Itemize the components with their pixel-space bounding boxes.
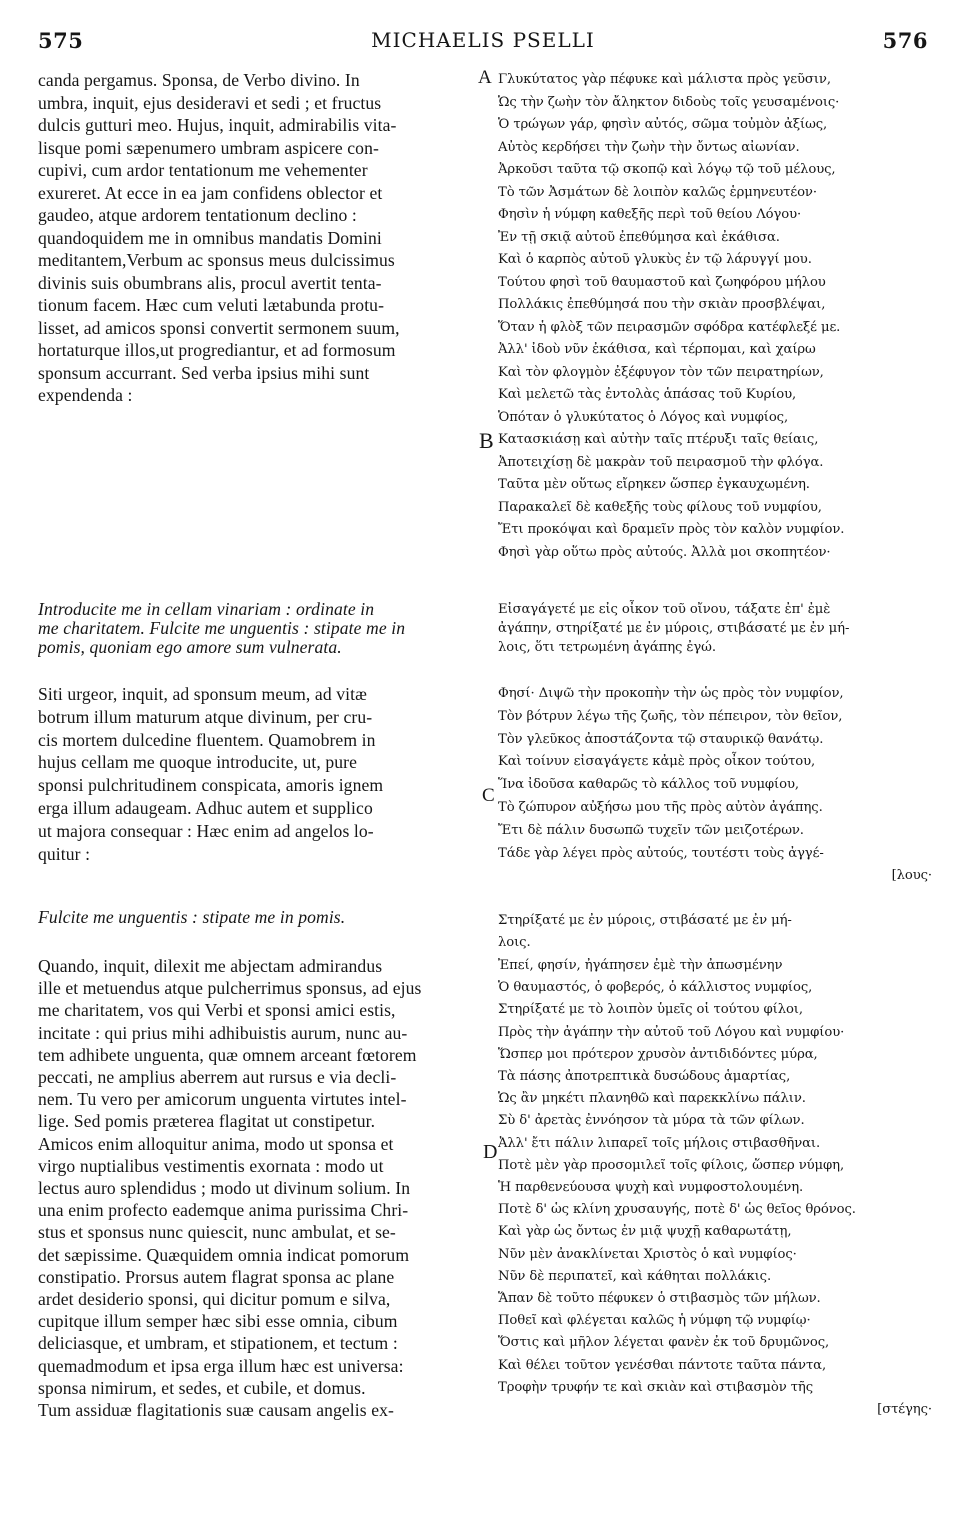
latin-column-section-c xyxy=(38,683,478,865)
text-line: Καὶ θέλει τοῦτον γενέσθαι πάντοτε ταῦτα πάντα, xyxy=(498,1357,827,1373)
text-line: Fulcite me unguentis : stipate me in pomis. xyxy=(38,908,346,927)
text-line: Νῦν μὲν ἀνακλίνεται Χριστὸς ὁ καὶ νυμφίος· xyxy=(498,1246,797,1262)
text-line: incitate : qui prius mihi adhibuistis aurum, nunc au- xyxy=(38,1022,408,1043)
text-line: me charitatem, vos qui Verbi et sponsi amici estis, xyxy=(38,1000,396,1021)
text-line: Τὰ πάσης ἀποτρεπτικὰ δυσώδους ἁμαρτίας, xyxy=(498,1069,791,1085)
text-line: pomis, quoniam ego amore sum vulnerata. xyxy=(38,638,342,657)
text-line: peccati, ne amplius aberrem aut rursus e via decli- xyxy=(38,1067,397,1088)
text-line: Καὶ μελετῶ τὰς ἐντολὰς ἁπάσας τοῦ Κυρίου, xyxy=(498,387,797,402)
text-line: Φησὶν ἡ νύμφη καθεξῆς περὶ τοῦ θείου Λόγου· xyxy=(498,207,802,222)
text-line: det sæpissime. Quæquidem omnia indicat pomorum xyxy=(38,1244,410,1265)
text-line: Καὶ γὰρ ὡς ὄντως ἐν μιᾷ ψυχῇ καθαρωτάτῃ, xyxy=(498,1224,792,1240)
text-line: ille et metuendus atque pulcherrimus sponsus, ad ejus xyxy=(38,978,422,999)
text-line: Τὸ ζώπυρον αὐξήσω μου τῆς πρὸς αὐτὸν ἀγάπης. xyxy=(498,799,823,815)
text-line: Ὅταν ἡ φλὸξ τῶν πειρασμῶν σφόδρα κατέφλεξέ με. xyxy=(498,319,841,335)
text-line: Ποθεῖ καὶ φλέγεται καλῶς ἡ νύμφη τῷ νυμφίῳ· xyxy=(498,1313,811,1329)
text-line: Ἅπαν δὲ τοῦτο πέφυκεν ὁ στιβασμὸς τῶν μήλων. xyxy=(498,1291,821,1307)
text-line: Τούτου φησὶ τοῦ θαυμαστοῦ καὶ ζωηφόρου μήλου xyxy=(498,274,826,290)
text-line: Tum assiduæ flagitationis suæ causam angelis ex- xyxy=(38,1400,394,1421)
text-line: Τάδε γὰρ λέγει πρὸς αὐτούς, τουτέστι τοὺς ἀγγέ- xyxy=(498,845,824,861)
text-line: expendenda : xyxy=(38,385,133,405)
running-title: MICHAELIS PSELLI xyxy=(371,28,595,52)
text-line: Γλυκύτατος γὰρ πέφυκε καὶ μάλιστα πρὸς γεῦσιν, xyxy=(498,72,831,87)
text-line: lige. Sed pomis præterea flagitat ut constipetur. xyxy=(38,1111,376,1132)
text-line: umbra, inquit, ejus desideravi et sedi ; et fructus xyxy=(38,92,382,113)
text-line: Καὶ τὸν φλογμὸν ἐξέφυγον τὸν τῶν πειρατηρίων, xyxy=(498,364,824,380)
text-line: Ἡ παρθενεύουσα ψυχὴ καὶ νυμφοστολουμένη. xyxy=(498,1180,804,1196)
text-line: Ἀρκοῦσι ταῦτα τῷ σκοπῷ καὶ λόγῳ τῷ τοῦ μέλους, xyxy=(498,162,836,177)
text-line: hortaturque illos,ut progrediantur, et ad formosum xyxy=(38,340,396,360)
text-line: Quando, inquit, dilexit me abjectam admirandus xyxy=(38,956,383,976)
text-line: Ἐν τῇ σκιᾷ αὐτοῦ ἐπεθύμησα καὶ ἐκάθισα. xyxy=(498,229,780,245)
text-line: exureret. At ecce in ea jam confidens oblector et xyxy=(38,182,383,203)
page-number-left: 575 xyxy=(38,28,84,53)
text-line: Καὶ τοίνυν εἰσαγάγετε κἀμὲ πρὸς οἶκον τούτου, xyxy=(498,754,816,770)
section-marker-a: A xyxy=(478,67,492,88)
greek-column-section-a xyxy=(498,69,938,564)
page-header xyxy=(38,28,928,58)
text-line: quandoquidem me in omnibus mandatis Domini xyxy=(38,227,382,248)
latin-scripture-verse-1 xyxy=(38,600,478,657)
text-line: virgo nuptialibus vestimentis exornata : modo ut xyxy=(38,1155,384,1176)
text-line: meditantem,Verbum ac sponsus meus dulcissimus xyxy=(38,250,395,270)
text-line: λοις. xyxy=(498,934,531,950)
text-line: cis mortem dulcedine fluentem. Quamobrem in xyxy=(38,729,376,750)
text-line: Introducite me in cellam vinariam : ordinate in xyxy=(38,600,375,619)
text-line: sponsa nimirum, et sedes, et cubile, et domus. xyxy=(38,1377,366,1398)
text-line: Ἔτι δὲ πάλιν δυσωπῶ τυχεῖν τῶν μειζοτέρων. xyxy=(498,822,804,838)
greek-scripture-verse-2 xyxy=(498,910,938,953)
text-line: Ὡς τὴν ζωὴν τὸν ἄληκτον διδοὺς τοῖς γευσαμένοις· xyxy=(498,94,840,110)
text-line: tionum facem. Hæc cum veluti lætabunda protu- xyxy=(38,295,385,315)
text-line: Ταῦτα μὲν οὕτως εἴρηκεν ὥσπερ ἐγκαυχωμένη. xyxy=(498,477,810,492)
text-line: Πολλάκις ἐπεθύμησά που τὴν σκιὰν προσβλέψαι, xyxy=(498,297,826,312)
text-line: Amicos enim alloquitur anima, modo ut sponsa et xyxy=(38,1133,394,1154)
text-line: sponsi pulchritudinem conspicata, amoris ignem xyxy=(38,775,384,796)
text-line: lectus auro splendidus ; modo ut divinum solium. In xyxy=(38,1178,411,1199)
text-line: Στηρίξατέ με ἐν μύροις, στιβάσατέ με ἐν μή- xyxy=(498,913,792,928)
section-marker-b: B xyxy=(479,428,494,453)
text-line: Siti urgeor, inquit, ad sponsum meum, ad vitæ xyxy=(38,684,367,704)
text-line: Στηρίξατέ με τὸ λοιπὸν ὑμεῖς οἱ τούτου φίλοι, xyxy=(498,1002,803,1018)
text-line: Φησὶ γὰρ οὕτω πρὸς αὐτούς. Ἀλλὰ μοι σκοπητέον· xyxy=(498,544,831,560)
text-line: Ἀλλ' ἔτι πάλιν λιπαρεῖ τοῖς μήλοις στιβασθῆναι. xyxy=(498,1135,821,1151)
text-line: quitur : xyxy=(38,843,91,864)
text-line: Τὸν γλεῦκος ἀποστάζοντα τῷ σταυρικῷ θανάτῳ. xyxy=(498,731,824,747)
text-line: Καὶ ὁ καρπὸς αὐτοῦ γλυκὺς ἐν τῷ λάρυγγί μου. xyxy=(498,252,812,267)
text-line: Εἰσαγάγετέ με εἰς οἶκον τοῦ οἴνου, τάξατε ἐπ' ἐμὲ xyxy=(498,602,831,617)
text-line: Αὐτὸς κερδήσει τὴν ζωὴν τὴν ὄντως αἰωνίαν. xyxy=(498,139,800,155)
text-line: cupivi, cum ardor tentationum me vehementer xyxy=(38,160,368,180)
text-line: ut majora consequar : Hæc enim ad angelos lo- xyxy=(38,820,374,841)
text-line: deliciasque, et umbram, et stipationem, et tectum : xyxy=(38,1333,398,1354)
section-marker-d: D xyxy=(483,1141,498,1163)
text-line: lisque pomi sæpenumero umbram aspicere con- xyxy=(38,137,379,158)
text-line: Νῦν δὲ περιπατεῖ, καὶ κάθηται πολλάκις. xyxy=(498,1268,772,1284)
greek-column-section-c xyxy=(498,683,938,888)
text-line: Τὸ τῶν Ἀσμάτων δὲ λοιπὸν καλῶς ἑρμηνευτέον· xyxy=(498,184,817,200)
text-line: ἀγάπην, στηρίξατέ με ἐν μύροις, στιβάσατέ με ἐν μή- xyxy=(498,621,850,636)
text-line: stus et sponsus nunc quiescit, nunc ambulat, et se- xyxy=(38,1222,396,1243)
text-line: Ἐπεί, φησίν, ἠγάπησεν ἐμὲ τὴν ἀπωσμένην xyxy=(498,958,783,973)
text-line: [στέγης· xyxy=(877,1402,932,1418)
text-line: Τροφὴν τρυφήν τε καὶ σκιὰν καὶ στιβασμὸν τῆς xyxy=(498,1379,814,1395)
text-line: Ὁπόταν ὁ γλυκύτατος ὁ Λόγος καὶ νυμφίος, xyxy=(498,409,789,425)
text-line: dulcis gutturi meo. Hujus, inquit, admirabilis vita- xyxy=(38,115,397,135)
text-line: erga illum adaugeam. Adhuc autem et supplico xyxy=(38,797,373,818)
text-line: Κατασκιάσῃ καὶ αὐτὴν ταῖς πτέρυξι ταῖς θείαις, xyxy=(498,432,819,447)
text-line: botrum illum maturum atque divinum, per cru- xyxy=(38,706,373,727)
text-line: una enim profecto eademque anima purissima Chri- xyxy=(38,1200,409,1221)
text-line: nem. Tu vero per amicorum unguenta virtutes intel- xyxy=(38,1089,407,1110)
text-line: me charitatem. Fulcite me unguentis : stipate me in xyxy=(38,619,406,638)
text-line: Ἔτι προκόψαι καὶ δραμεῖν πρὸς τὸν καλὸν νυμφίον. xyxy=(498,522,845,537)
text-line: Ἀποτειχίσῃ δὲ μακρὰν τοῦ πειρασμοῦ τὴν φλόγα. xyxy=(498,454,824,470)
text-line: Παρακαλεῖ δὲ καθεξῆς τοὺς φίλους τοῦ νυμφίου, xyxy=(498,499,822,515)
latin-column-section-a xyxy=(38,69,478,407)
text-line: [λους· xyxy=(891,868,932,884)
text-line: Ὡς ἂν μηκέτι πλανηθῶ καὶ παρεκκλίνω πάλιν. xyxy=(498,1091,806,1107)
text-line: Πρὸς τὴν ἀγάπην τὴν αὐτοῦ τοῦ Λόγου καὶ νυμφίου· xyxy=(498,1024,845,1040)
text-line: Ὅστις καὶ μῆλον λέγεται φανὲν ἐκ τοῦ δρυμῶνος, xyxy=(498,1335,830,1351)
text-line: lisset, ad amicos sponsi convertit sermonem suum, xyxy=(38,317,400,338)
text-line: ardet desiderio sponsi, qui dicitur pomum e silva, xyxy=(38,1289,391,1310)
text-line: Τὸν βότρυν λέγω τῆς ζωῆς, τὸν πέπειρον, τὸν θεῖον, xyxy=(498,708,843,724)
text-line: sponsum accurrant. Sed verba ipsius mihi sunt xyxy=(38,362,370,383)
text-line: hujus cellam me quoque introducite, ut, pure xyxy=(38,752,358,773)
latin-column-section-d xyxy=(38,955,478,1421)
text-line: Ὥσπερ μοι πρότερον χρυσὸν ἀντιδιδόντες μύρα, xyxy=(498,1046,818,1062)
text-line: divinis suis obumbrans alis, procul avertit tenta- xyxy=(38,272,382,293)
text-line: cupitque illum semper hæc sibi esse omnia, cibum xyxy=(38,1311,398,1332)
latin-scripture-verse-2 xyxy=(38,908,478,927)
greek-scripture-verse-1 xyxy=(498,600,938,657)
text-line: Ἀλλ' ἰδοὺ νῦν ἐκάθισα, καὶ τέρπομαι, καὶ χαίρω xyxy=(498,342,816,357)
text-line: Ὁ τρώγων γάρ, φησὶν αὐτός, σῶμα τοὐμὸν ἀξίως, xyxy=(498,117,828,132)
text-line: canda pergamus. Sponsa, de Verbo divino. In xyxy=(38,70,360,90)
text-line: λοις, ὅτι τετρωμένη ἀγάπης ἐγώ. xyxy=(498,640,716,655)
text-line: tem adhibete unguenta, quæ omnem arceant fœtorem xyxy=(38,1044,417,1065)
text-line: constipatio. Prorsus autem flagrat sponsa ac plane xyxy=(38,1266,395,1287)
text-line: Φησί· Διψῶ τὴν προκοπὴν τὴν ὡς πρὸς τὸν νυμφίον, xyxy=(498,686,844,701)
page-number-right: 576 xyxy=(882,28,928,53)
text-line: Ποτὲ δ' ὡς κλίνη χρυσαυγής, ποτὲ δ' ὡς θεῖος θρόνος. xyxy=(498,1202,856,1218)
text-line: Ποτὲ μὲν γὰρ προσομιλεῖ τοῖς φίλοις, ὥσπερ νύμφη, xyxy=(498,1157,845,1173)
text-line: Ἵνα ἰδοῦσα καθαρῶς τὸ κάλλος τοῦ νυμφίου, xyxy=(498,777,799,793)
text-line: Ὁ θαυμαστός, ὁ φοβερός, ὁ κάλλιστος νυμφίος, xyxy=(498,980,813,996)
text-line: quemadmodum et ipsa erga illum hæc est universa: xyxy=(38,1355,404,1376)
text-line: gaudeo, atque ardorem tentationum declino : xyxy=(38,205,357,225)
text-line: Σὺ δ' ἀρετὰς ἐννόησον τὰ μύρα τὰ τῶν φίλων. xyxy=(498,1113,805,1129)
section-marker-c: C xyxy=(482,785,495,806)
greek-column-section-d xyxy=(498,955,938,1421)
